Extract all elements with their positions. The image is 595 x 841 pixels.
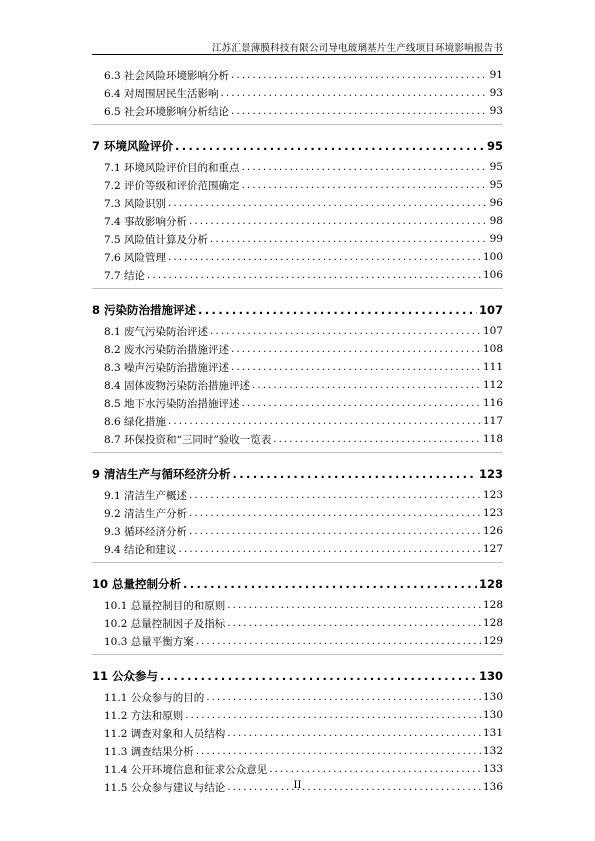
toc-entry-title: 7 环境风险评价 [92,139,174,153]
toc-entry-page: 95 [489,161,503,173]
toc-entry-page: 98 [489,215,503,227]
toc-entry-title: 11.5 公众参与建议与结论 [104,781,226,794]
toc-entry-page: 108 [482,343,503,355]
toc-entry-page: 107 [482,325,503,337]
section-divider [92,124,503,126]
toc-entry-title: 8.3 噪声污染防治措施评述 [104,361,230,374]
toc-entry-title: 7.2 评价等级和评价范围确定 [104,179,240,192]
dot-leader [227,599,481,611]
toc-entry-title: 10.3 总量平衡方案 [104,635,194,648]
dot-leader [189,507,481,519]
dot-leader [252,379,481,391]
toc-entry-page: 128 [482,599,503,611]
toc-section-entry[interactable] [92,358,503,376]
toc-section-entry[interactable] [92,376,503,394]
toc-entry-title: 9.1 清洁生产概述 [104,489,188,502]
dot-leader [196,635,481,647]
section-divider [92,288,503,290]
toc-entry-page: 111 [482,361,503,373]
toc-section-entry[interactable] [92,688,503,706]
toc-entry-page: 106 [482,269,503,281]
toc-entry-page: 118 [482,433,503,445]
toc-entry-title: 10.1 总量控制目的和原则 [104,599,226,612]
toc-entry-page: 130 [478,669,503,683]
toc-entry-title: 8.2 废水污染防治措施评述 [104,343,230,356]
toc-entry-page: 93 [489,105,503,117]
dot-leader [227,617,481,629]
toc-entry-page: 129 [482,635,503,647]
toc-entry-page: 93 [489,87,503,99]
toc-entry-page: 130 [482,691,503,703]
toc-entry-page: 126 [482,525,503,537]
toc-entry-title: 7.6 风险管理 [104,251,167,264]
dot-leader [231,361,481,373]
dot-leader [183,577,477,591]
toc-section-entry[interactable] [92,504,503,522]
toc-entry-title: 11.3 调查结果分析 [104,745,194,758]
toc-chapter-entry[interactable] [92,664,503,688]
dot-leader [242,179,488,191]
toc-section-entry[interactable] [92,760,503,778]
toc-entry-title: 6.3 社会风险环境影响分析 [104,69,230,82]
toc-chapter-entry[interactable] [92,298,503,322]
toc-section-entry[interactable] [92,614,503,632]
toc-entry-title: 10 总量控制分析 [92,577,182,591]
toc-section-entry[interactable] [92,522,503,540]
toc-section-entry[interactable] [92,84,503,102]
toc-entry-page: 130 [482,709,503,721]
dot-leader [189,215,488,227]
dot-leader [168,415,481,427]
toc-section-entry[interactable] [92,102,503,120]
toc-section-entry[interactable] [92,322,503,340]
toc-entry-title: 8.1 废气污染防治评述 [104,325,209,338]
toc-section-entry[interactable] [92,340,503,358]
page-number: II [293,780,302,791]
dot-leader [273,433,481,445]
toc-section-entry[interactable] [92,248,503,266]
header-rule [92,54,503,55]
toc-chapter-entry[interactable] [92,572,503,596]
toc-entry-title: 7.4 事故影响分析 [104,215,188,228]
dot-leader [206,691,481,703]
table-of-contents [92,66,503,796]
toc-section-entry[interactable] [92,412,503,430]
toc-section-entry[interactable] [92,706,503,724]
dot-leader [269,763,481,775]
section-divider [92,452,503,454]
dot-leader [179,543,481,555]
dot-leader [210,325,481,337]
toc-entry-title: 7.3 风险识别 [104,197,167,210]
toc-section-entry[interactable] [92,430,503,448]
toc-section-entry[interactable] [92,66,503,84]
toc-entry-title: 9.2 清洁生产分析 [104,507,188,520]
dot-leader [198,303,477,317]
toc-section-entry[interactable] [92,596,503,614]
toc-entry-title: 11 公众参与 [92,669,159,683]
toc-entry-title: 7.7 结论 [104,269,146,282]
toc-section-entry[interactable] [92,158,503,176]
section-divider [92,562,503,564]
toc-entry-title: 9.4 结论和建议 [104,543,177,556]
dot-leader [227,727,481,739]
toc-entry-title: 8.7 环保投资和“三同时”验收一览表 [104,433,272,446]
dot-leader [168,197,488,209]
toc-entry-page: 99 [489,233,503,245]
dot-leader [189,525,481,537]
toc-section-entry[interactable] [92,724,503,742]
toc-section-entry[interactable] [92,540,503,558]
toc-entry-page: 136 [482,781,503,793]
toc-entry-page: 116 [482,397,503,409]
toc-entry-title: 8.4 固体废物污染防治措施评述 [104,379,251,392]
toc-entry-page: 100 [482,251,503,263]
toc-section-entry[interactable] [92,194,503,212]
toc-entry-title: 10.2 总量控制因子及指标 [104,617,226,630]
toc-entry-page: 112 [482,379,503,391]
toc-entry-page: 128 [482,617,503,629]
toc-entry-page: 133 [482,763,503,775]
toc-entry-title: 8.5 地下水污染防治措施评述 [104,397,240,410]
toc-section-entry[interactable] [92,230,503,248]
toc-chapter-entry[interactable] [92,134,503,158]
dot-leader [175,139,485,153]
toc-entry-title: 8.6 绿化措施 [104,415,167,428]
dot-leader [168,251,481,263]
toc-chapter-entry[interactable] [92,462,503,486]
toc-entry-page: 131 [482,727,503,739]
toc-entry-title: 7.1 环境风险评价目的和重点 [104,161,240,174]
toc-section-entry[interactable] [92,632,503,650]
toc-entry-title: 11.2 方法和原则 [104,709,184,722]
toc-entry-title: 11.2 调查对象和人员结构 [104,727,226,740]
toc-entry-title: 9 清洁生产与循环经济分析 [92,467,231,481]
toc-entry-title: 9.3 循环经济分析 [104,525,188,538]
toc-entry-page: 117 [482,415,503,427]
dot-leader [189,489,481,501]
dot-leader [160,669,477,683]
dot-leader [185,709,481,721]
toc-entry-page: 95 [489,179,503,191]
toc-entry-title: 7.5 风险值计算及分析 [104,233,209,246]
toc-entry-title: 6.4 对周围居民生活影响 [104,87,219,100]
dot-leader [242,161,488,173]
toc-entry-page: 107 [478,303,503,317]
dot-leader [210,233,488,245]
toc-section-entry[interactable] [92,212,503,230]
toc-entry-page: 123 [482,507,503,519]
toc-entry-page: 123 [482,489,503,501]
dot-leader [231,69,488,81]
dot-leader [221,87,488,99]
toc-section-entry[interactable] [92,394,503,412]
toc-entry-title: 8 污染防治措施评述 [92,303,197,317]
dot-leader [242,397,481,409]
toc-section-entry[interactable] [92,486,503,504]
dot-leader [196,745,481,757]
toc-section-entry[interactable] [92,176,503,194]
section-divider [92,654,503,656]
toc-entry-page: 123 [478,467,503,481]
dot-leader [147,269,481,281]
toc-entry-page: 95 [486,139,503,153]
toc-entry-title: 11.4 公开环境信息和征求公众意见 [104,763,268,776]
toc-section-entry[interactable] [92,742,503,760]
dot-leader [231,343,481,355]
dot-leader [233,467,477,481]
toc-entry-page: 91 [489,69,503,81]
toc-entry-page: 132 [482,745,503,757]
dot-leader [231,105,488,117]
toc-entry-title: 11.1 公众参与的目的 [104,691,205,704]
toc-entry-title: 6.5 社会环境影响分析结论 [104,105,230,118]
toc-entry-page: 128 [478,577,503,591]
page-header: 江苏汇景薄膜科技有限公司导电玻璃基片生产线项目环境影响报告书 [211,43,503,54]
toc-entry-page: 96 [489,197,503,209]
toc-section-entry[interactable] [92,266,503,284]
toc-entry-page: 127 [482,543,503,555]
